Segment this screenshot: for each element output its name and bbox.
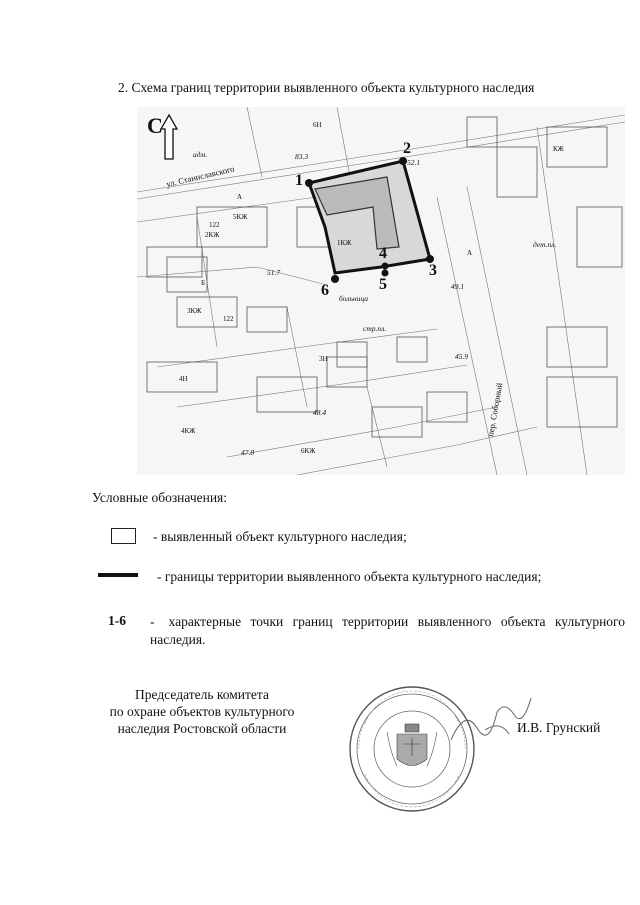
- annotation-playground: дет.пл.: [533, 240, 557, 249]
- building-label: 3Н: [319, 355, 328, 363]
- coat-of-arms-icon: [387, 724, 437, 766]
- building-label: 6КЖ: [301, 447, 316, 455]
- legend-points-label: 1-6: [108, 613, 126, 628]
- point-label-5: 5: [379, 276, 387, 293]
- point-label-4: 4: [379, 245, 387, 262]
- building-label: 4Н: [179, 375, 188, 383]
- point-label-6: 6: [321, 282, 329, 299]
- annotation-elevation-2: 52.1: [407, 158, 421, 167]
- annotation-elevation-7: 47.8: [241, 448, 255, 457]
- legend-boundary-text: - границы территории выявленного объекта культурного наследия;: [157, 569, 542, 584]
- map-letter: Б: [201, 279, 206, 287]
- building-label: 6Н: [313, 121, 322, 129]
- building-label: 5КЖ: [233, 213, 248, 221]
- signatory-title-line: по охране объектов культурного: [109, 704, 295, 719]
- building-label: КЖ: [553, 145, 564, 153]
- annotation-adm: адм.: [193, 150, 208, 159]
- building-label: 122: [209, 221, 220, 229]
- annotation-elevation-6: 48.4: [313, 408, 327, 417]
- boundary-map: [137, 107, 625, 475]
- schema-heading: 2. Схема границ территории выявленного объекта культурного наследия: [118, 80, 535, 95]
- signatory-title-line: Председатель комитета: [135, 687, 269, 702]
- signatory-name: И.В. Грунский: [517, 720, 601, 735]
- annotation-elevation-1: 83.3: [295, 152, 309, 161]
- signatory-title: [78, 686, 326, 737]
- north-label: С: [147, 113, 163, 138]
- legend-object-swatch: [111, 528, 136, 544]
- building-label: 2КЖ: [205, 231, 220, 239]
- map-letter: А: [237, 193, 243, 201]
- legend-object-text: - выявленный объект культурного наследия;: [153, 529, 407, 544]
- legend-points-dash: -: [150, 614, 155, 629]
- legend-boundary-swatch: [98, 573, 138, 577]
- signatory-title-line: наследия Ростовской области: [117, 721, 287, 736]
- building-label: 122: [223, 315, 234, 323]
- legend-points-text: [150, 613, 625, 649]
- building-label: 3КЖ: [187, 307, 202, 315]
- point-label-3: 3: [429, 262, 437, 279]
- point-label-2: 2: [403, 140, 411, 157]
- street-label: ул. Станиславского: [165, 163, 236, 189]
- point-label-1: 1: [295, 172, 303, 189]
- legend-title: Условные обозначения:: [92, 490, 228, 505]
- legend-points-description: характерные точки границ территории выявленного объекта культурного наследия.: [150, 614, 625, 647]
- annotation-elevation-3: 51.7: [267, 268, 281, 277]
- map-letter: А: [467, 249, 473, 257]
- annotation-elevation-4: 49.1: [451, 282, 465, 291]
- lane-label: пер. Соборный: [485, 382, 505, 438]
- building-label: 4КЖ: [181, 427, 196, 435]
- annotation-construction: стр.пл.: [363, 324, 387, 333]
- annotation-hospital: больница: [339, 294, 368, 303]
- annotation-elevation-5: 45.9: [455, 352, 469, 361]
- building-label: 1КЖ: [337, 239, 352, 247]
